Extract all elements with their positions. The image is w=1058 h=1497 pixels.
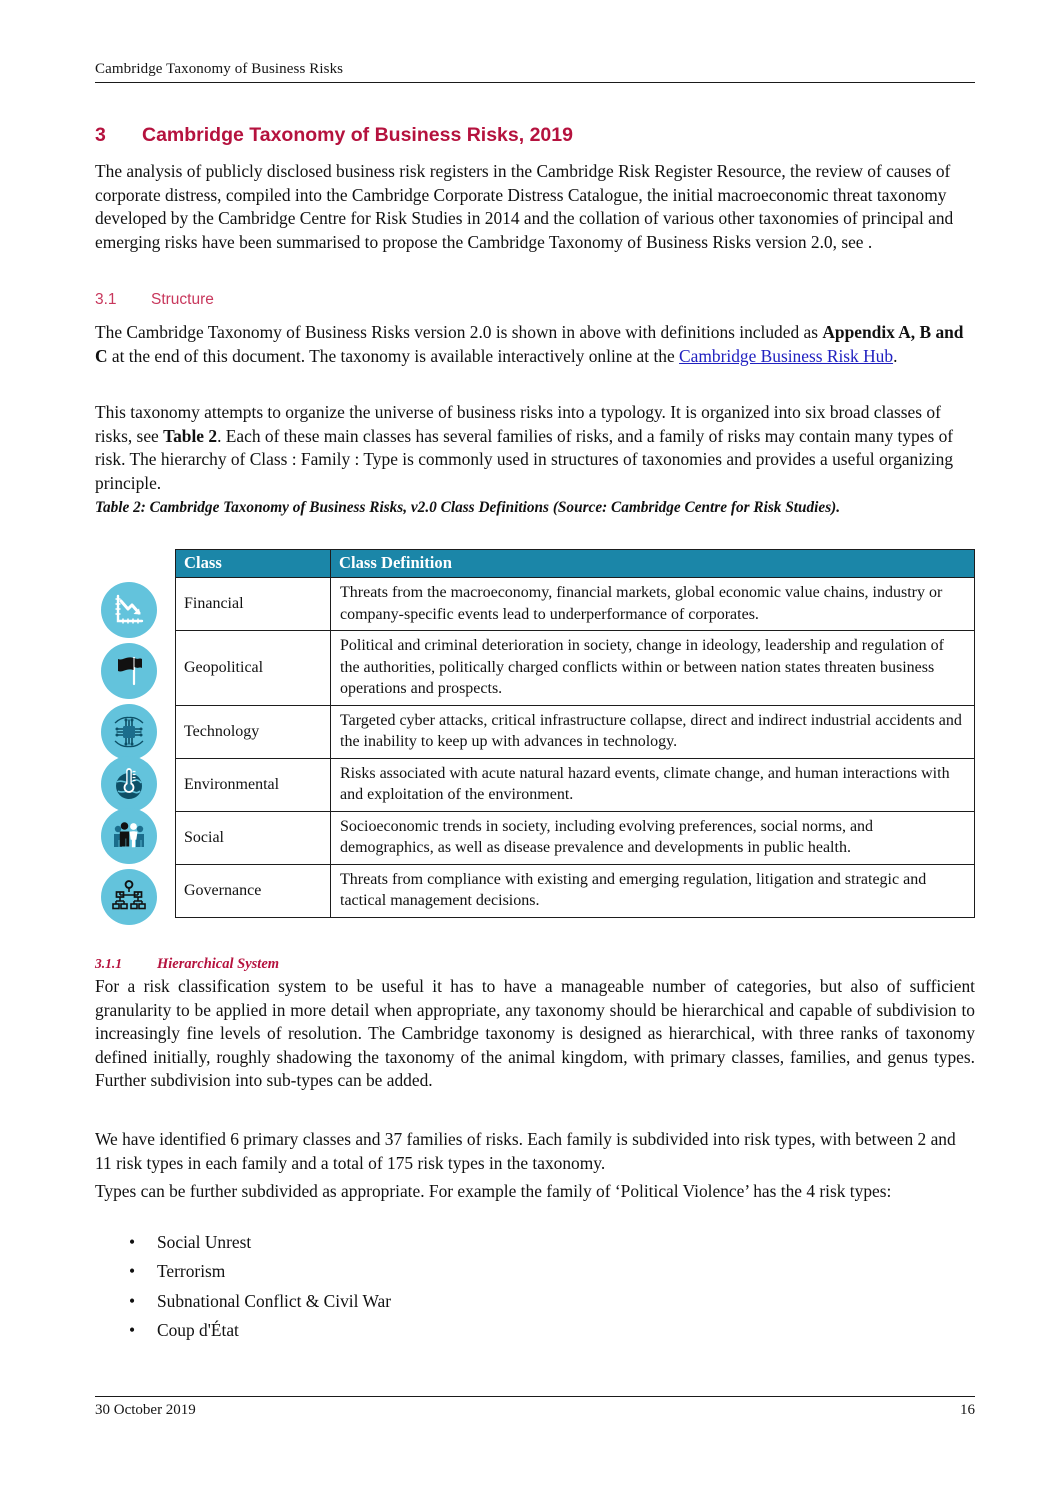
thermometer-globe-icon — [101, 756, 157, 812]
subsection-number: 3.1 — [95, 291, 117, 308]
table-row — [176, 864, 975, 917]
class-name-geopolitical: Geopolitical — [176, 631, 331, 706]
class-name-environmental: Environmental — [176, 758, 331, 811]
running-header-title: Cambridge Taxonomy of Business Risks — [95, 61, 344, 77]
table-2-reference: Table 2 — [163, 425, 218, 446]
column-header-class-definition: Class Definition — [331, 550, 975, 578]
class-definition-financial: Threats from the macroeconomy, financial markets, global economic value chains, industry or company-specific events lead to underperformance of corporates. — [331, 578, 975, 631]
structure-paragraph-2 — [95, 401, 975, 495]
page-title — [95, 124, 573, 147]
section-number: 3 — [95, 124, 106, 146]
structure-p2-text-b: . Each of these main classes has several families of risks, and a family of risks may contain many types of risk. The hierarchy of Class : Family : Type is commonly used in structures of taxonomies and provides a useful organizing principle. — [95, 425, 954, 493]
declining-chart-icon — [101, 582, 157, 638]
structure-p1-text-c: . — [893, 345, 898, 366]
list-item — [95, 1228, 975, 1257]
appendix-reference: Appendix A, B and C — [95, 322, 964, 366]
hierarchical-paragraph-2: We have identified 6 primary classes and 37 families of risks. Each family is subdivided into risk types, with between 2 and 11 risk types in each family and a total of 175 risk types in the taxonomy. — [95, 1129, 956, 1173]
class-definition-geopolitical: Political and criminal deterioration in society, change in ideology, leadership and regulation of the authorities, politically charged conflicts within or between nation states threaten business operations and prospects. — [331, 631, 975, 706]
cambridge-business-risk-hub-link[interactable]: Cambridge Business Risk Hub — [679, 345, 894, 366]
flag-icon — [101, 643, 157, 699]
subsection-title: Structure — [151, 291, 214, 308]
structure-paragraph-1 — [95, 321, 975, 368]
hierarchical-paragraph-1: For a risk classification system to be useful it has to have a manageable number of categories, but also of sufficient granularity to be applied in more detail when appropriate, any taxonomy should be hierarchical and capable of subdivision to increasingly fine levels of resolution. The Cambridge taxonomy is designed as hierarchical, with three ranks of taxonomy defined initially, roughly shadowing the taxonomy of the animal kingdom, with primary classes, families, and genus types. Further subdivision into sub-types can be added. — [95, 976, 975, 1091]
table-row — [176, 578, 975, 631]
subsection-hierarchical-heading — [95, 956, 279, 973]
column-header-class: Class — [176, 550, 331, 578]
running-header — [95, 60, 975, 83]
class-definition-social: Socioeconomic trends in society, including evolving preferences, social norms, and demographics, as well as disease prevalence and developments in public health. — [331, 811, 975, 864]
bullet-icon: • — [129, 1261, 136, 1282]
structure-p2-text-a: This taxonomy attempts to organize the universe of business risks into a typology. It is organized into six broad classes of risks, see — [95, 402, 941, 446]
table-row — [176, 758, 975, 811]
footer-page-number: 16 — [960, 1402, 975, 1418]
class-definition-governance: Threats from compliance with existing and emerging regulation, litigation and strategic and tactical management decisions. — [331, 864, 975, 917]
hierarchical-paragraph-3: Types can be further subdivided as appropriate. For example the family of ‘Political Violence’ has the 4 risk types: — [95, 1181, 892, 1201]
table-row — [176, 811, 975, 864]
section-title: Cambridge Taxonomy of Business Risks, 2019 — [142, 124, 573, 146]
structure-p1-text-a: The Cambridge Taxonomy of Business Risks version 2.0 is shown in above with definitions included as — [95, 322, 823, 342]
people-group-icon — [101, 808, 157, 864]
class-definition-technology: Targeted cyber attacks, critical infrastructure collapse, direct and indirect industrial accidents and the inability to keep up with advances in technology. — [331, 705, 975, 758]
page-content — [95, 0, 975, 1497]
intro-paragraph: The analysis of publicly disclosed business risk registers in the Cambridge Risk Register Resource, the review of causes of corporate distress, compiled into the Cambridge Corporate Distress Catalogue, the initial macroeconomic threat taxonomy developed by the Cambridge Centre for Risk Studies in 2014 and the collation of various other taxonomies of principal and emerging risks have been summarised to propose the Cambridge Taxonomy of Business Risks version 2.0, see . — [95, 161, 954, 252]
list-item — [95, 1316, 975, 1345]
risk-type-label: Social Unrest — [157, 1232, 252, 1252]
risk-types-list — [95, 1228, 975, 1346]
running-footer — [95, 1396, 975, 1419]
table-header-row — [176, 550, 975, 578]
bullet-icon: • — [129, 1232, 136, 1252]
list-item — [95, 1257, 975, 1286]
risk-type-label: Terrorism — [157, 1261, 226, 1282]
class-definitions-table — [175, 549, 975, 918]
bullet-icon: • — [129, 1290, 136, 1311]
org-chart-icon — [101, 869, 157, 925]
subsubsection-title: Hierarchical System — [157, 956, 280, 972]
subsection-structure-heading — [95, 291, 214, 309]
class-name-governance: Governance — [176, 864, 331, 917]
class-name-social: Social — [176, 811, 331, 864]
table-caption: Table 2: Cambridge Taxonomy of Business Risks, v2.0 Class Definitions (Source: Cambridge Centre for Risk Studies). — [95, 499, 841, 516]
subsubsection-number: 3.1.1 — [95, 956, 122, 971]
bullet-icon: • — [129, 1320, 136, 1341]
table-row — [176, 631, 975, 706]
risk-type-label: Coup d'État — [157, 1320, 239, 1341]
risk-type-label: Subnational Conflict & Civil War — [157, 1290, 391, 1311]
structure-p1-text-b: at the end of this document. The taxonomy is available interactively online at the — [107, 345, 680, 366]
footer-date: 30 October 2019 — [95, 1402, 196, 1418]
class-name-technology: Technology — [176, 705, 331, 758]
class-definition-environmental: Risks associated with acute natural hazard events, climate change, and human interactions with and exploitation of the environment. — [331, 758, 975, 811]
microchip-circuit-icon — [101, 704, 157, 760]
list-item — [95, 1287, 975, 1316]
table-row — [176, 705, 975, 758]
class-name-financial: Financial — [176, 578, 331, 631]
